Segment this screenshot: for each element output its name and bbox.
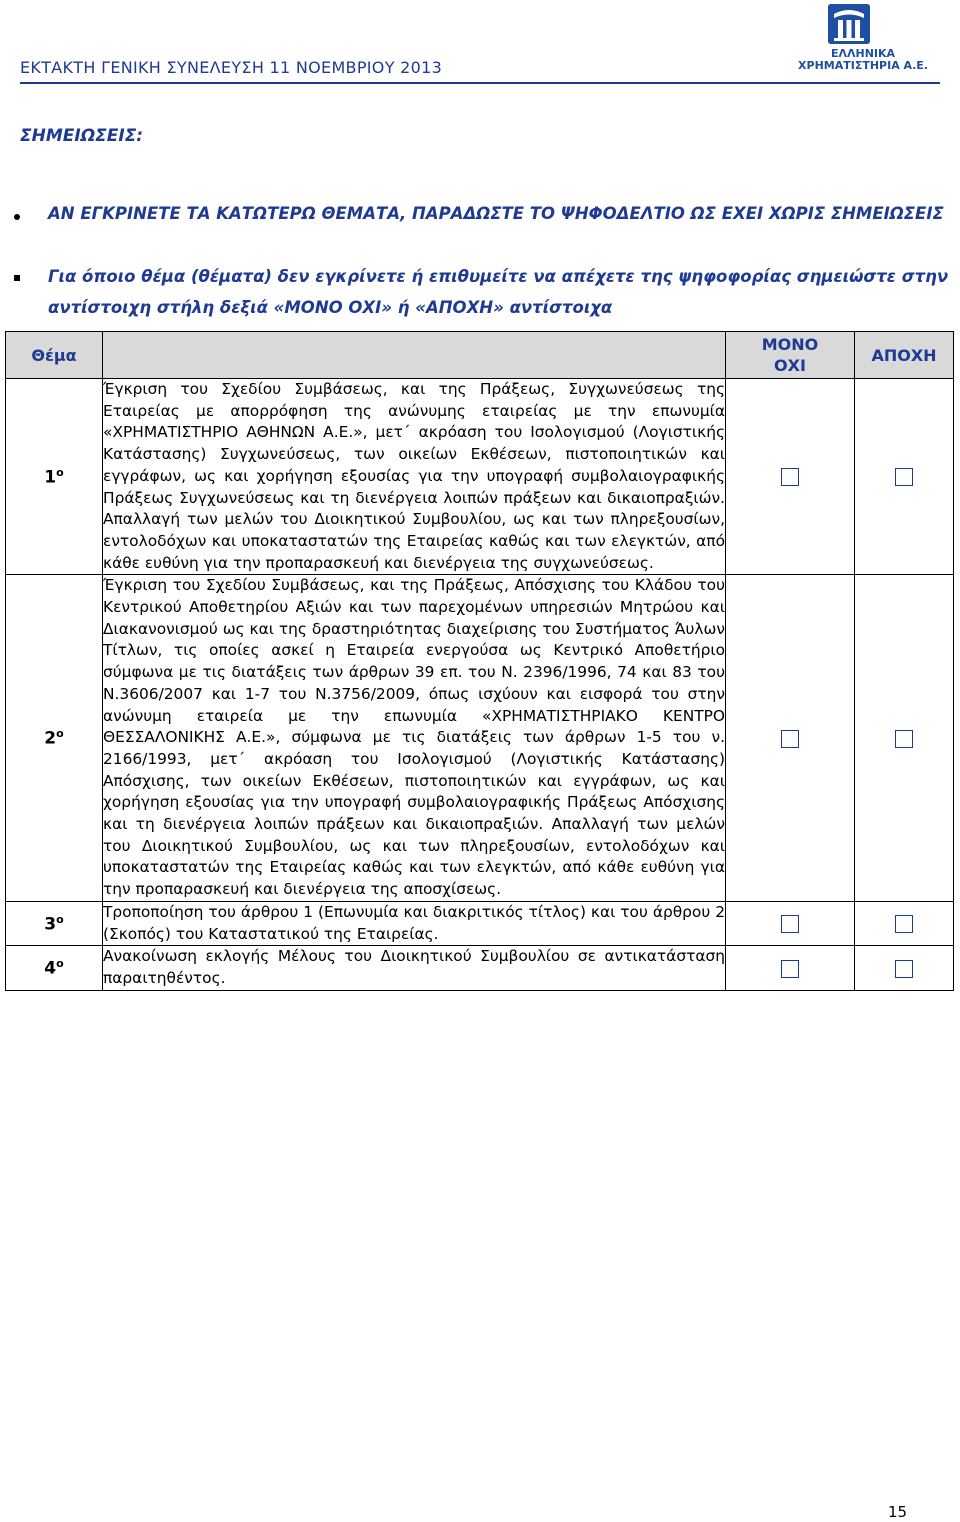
ballot-table-header <box>6 332 954 379</box>
agenda-number <box>6 379 103 575</box>
column-header-description <box>103 332 726 379</box>
agenda-number-ordinal: ο <box>56 957 64 971</box>
only-no-checkbox[interactable] <box>781 960 799 978</box>
agenda-number-digit: 4 <box>44 958 57 979</box>
agenda-item-text: Έγκριση του Σχεδίου Συμβάσεως, και της Πράξεως, Απόσχισης του Κλάδου του Κεντρικού Αποθετηρίου Αξιών και των παρεχομένων υπηρεσιών Μητρώου και Διακανονισμού ως και της δραστηριότητας διαχείρισης του Συστήματος Άυλων Τίτλων, τις οποίες ασκεί η Εταιρεία ενεργούσα ως Κεντρικό Αποθετήριο σύμφωνα με τις διατάξεις των άρθρων 39 επ. του Ν. 2396/1996, 74 και 83 του Ν.3606/2007 και 1-7 του Ν.3756/2009, όπως ισχύουν και εισφορά του στην ανώνυμη εταιρεία με την επωνυμία «ΧΡΗΜΑΤΙΣΤΗΡΙΑΚΟ ΚΕΝΤΡΟ ΘΕΣΣΑΛΟΝΙΚΗΣ Α.Ε.», σύμφωνα με τις διατάξεις των άρθρων 1-5 του ν. 2166/1993, μετ΄ ακρόαση του Ισολογισμού (Λογιστικής Κατάστασης) Απόσχισης, των οικείων Εκθέσεων, πιστοποιητικών και εγγράφων, ως και χορήγηση εξουσίας για την υπογραφή συμβολαιογραφικής Πράξεως Απόσχισης και τη διενέργεια λοιπών πράξεων και δικαιοπραξιών. Απαλλαγή των μελών του Διοικητικού Συμβουλίου, ως και των πληρεξουσίων, εντολοδόχων και υποκαταστατών της Εταιρείας καθώς και των ελεγκτών, από κάθε ευθύνη για την προπαρασκευή και διενέργεια της αποσχίσεως. <box>103 575 726 902</box>
agenda-item-text: Ανακοίνωση εκλογής Μέλους του Διοικητικού Συμβουλίου σε αντικατάσταση παραιτηθέντος. <box>103 946 726 990</box>
agenda-number <box>6 575 103 902</box>
agenda-row-2 <box>6 575 954 902</box>
only-no-checkbox[interactable] <box>781 468 799 486</box>
page-header-title: ΕΚΤΑΚΤΗ ΓΕΝΙΚΗ ΣΥΝΕΛΕΥΣΗ 11 ΝΟΕΜΒΡΙΟΥ 2013 <box>20 58 443 77</box>
bullet-dot-icon <box>14 214 20 220</box>
column-header-only-no <box>726 332 855 379</box>
bullet-square-icon <box>14 275 20 281</box>
agenda-number-digit: 1 <box>44 467 57 488</box>
only-no-cell <box>726 575 855 902</box>
agenda-row-4 <box>6 946 954 990</box>
notes-title: ΣΗΜΕΙΩΣΕΙΣ: <box>20 126 144 146</box>
agenda-number <box>6 901 103 945</box>
agenda-number-ordinal: ο <box>56 465 64 479</box>
only-no-cell <box>726 901 855 945</box>
ballot-table <box>5 331 954 991</box>
logo-text-line2: ΧΡΗΜΑΤΙΣΤΗΡΙΑ Α.Ε. <box>798 59 928 72</box>
abstain-checkbox[interactable] <box>895 915 913 933</box>
abstain-checkbox[interactable] <box>895 730 913 748</box>
abstain-cell <box>855 575 954 902</box>
column-header-abstain: ΑΠΟΧΗ <box>855 332 954 379</box>
agenda-number-ordinal: ο <box>56 727 64 741</box>
agenda-number-digit: 2 <box>44 728 57 749</box>
only-no-checkbox[interactable] <box>781 730 799 748</box>
instruction-reject-abstain: Για όποιο θέμα (θέματα) δεν εγκρίνετε ή επιθυμείτε να απέχετε της ψηφοφορίας σημειώστε στην αντίστοιχη στήλη δεξιά «ΜΟΝΟ ΟΧΙ» ή «ΑΠΟΧΗ» αντίστοιχα <box>48 267 949 317</box>
page-number: 15 <box>888 1503 908 1521</box>
column-header-only-no-line2: ΟΧΙ <box>774 356 806 375</box>
header-divider <box>20 82 940 84</box>
column-header-subject: Θέμα <box>6 332 103 379</box>
agenda-number <box>6 946 103 990</box>
logo-emblem-icon <box>828 4 870 44</box>
agenda-row-3 <box>6 901 954 945</box>
only-no-cell <box>726 379 855 575</box>
agenda-item-text: Τροποποίηση του άρθρου 1 (Επωνυμία και διακριτικός τίτλος) και του άρθρου 2 (Σκοπός) του Καταστατικού της Εταιρείας. <box>103 901 726 945</box>
column-header-only-no-line1: ΜΟΝΟ <box>761 335 819 354</box>
only-no-cell <box>726 946 855 990</box>
agenda-row-1 <box>6 379 954 575</box>
abstain-cell <box>855 901 954 945</box>
logo-text-line1: ΕΛΛΗΝΙΚΑ <box>830 47 896 60</box>
company-logo <box>788 4 948 70</box>
agenda-number-digit: 3 <box>44 914 57 935</box>
agenda-item-text: Έγκριση του Σχεδίου Συμβάσεως, και της Πράξεως, Συγχωνεύσεως της Εταιρείας με απορρόφηση της ανώνυμης εταιρείας με την επωνυμία «ΧΡΗΜΑΤΙΣΤΗΡΙΟ ΑΘΗΝΩΝ Α.Ε.», μετ΄ ακρόαση του Ισολογισμού (Λογιστικής Κατάστασης) Συγχωνεύσεως, των οικείων Εκθέσεων, πιστοποιητικών και εγγράφων, ως και χορήγηση εξουσίας για την υπογραφή συμβολαιογραφικής Πράξεως Συγχωνεύσεως και τη διενέργεια λοιπών πράξεων και δικαιοπραξιών. Απαλλαγή των μελών του Διοικητικού Συμβουλίου, ως και των πληρεξουσίων, εντολοδόχων και υποκαταστατών της Εταιρείας καθώς και των ελεγκτών, από κάθε ευθύνη για την προπαρασκευή και διενέργεια της συγχωνεύσεως. <box>103 379 726 575</box>
only-no-checkbox[interactable] <box>781 915 799 933</box>
abstain-cell <box>855 379 954 575</box>
agenda-number-ordinal: ο <box>56 912 64 926</box>
abstain-cell <box>855 946 954 990</box>
instruction-approve-all: ΑΝ ΕΓΚΡΙΝΕΤΕ ΤΑ ΚΑΤΩΤΕΡΩ ΘΕΜΑΤΑ, ΠΑΡΑΔΩΣΤΕ ΤΟ ΨΗΦΟΔΕΛΤΙΟ ΩΣ ΕΧΕΙ ΧΩΡΙΣ ΣΗΜΕΙΩΣΕΙΣ <box>48 204 944 223</box>
abstain-checkbox[interactable] <box>895 468 913 486</box>
abstain-checkbox[interactable] <box>895 960 913 978</box>
